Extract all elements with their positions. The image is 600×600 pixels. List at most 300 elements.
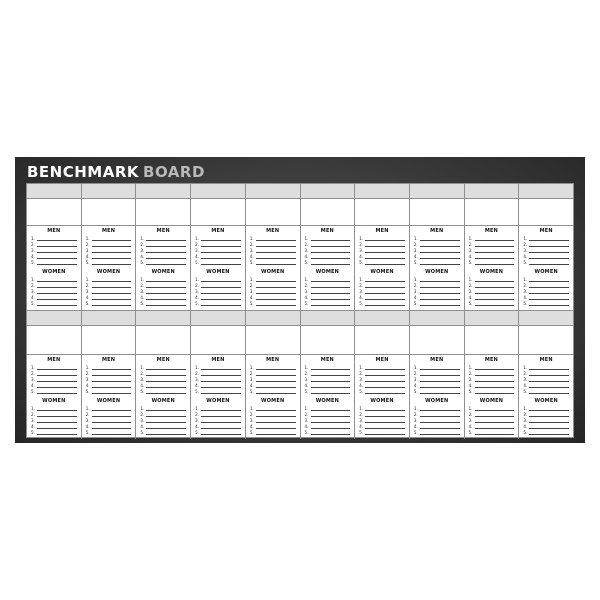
rank-number: 1.	[140, 236, 145, 241]
write-in-line	[37, 277, 77, 282]
women-rank-line	[359, 282, 405, 288]
men-label: MEN	[101, 228, 116, 234]
write-in-line	[311, 424, 351, 429]
women-rank-line	[140, 411, 186, 417]
rank-number: 2.	[140, 371, 145, 376]
write-in-line	[420, 365, 460, 370]
write-in-line	[529, 242, 569, 247]
rank-number: 4.	[413, 424, 418, 429]
rank-number: 5.	[304, 389, 309, 394]
bottom-section	[27, 310, 573, 439]
write-in-line	[92, 301, 132, 306]
men-rank-line	[195, 235, 241, 241]
rank-number: 1.	[468, 365, 473, 370]
women-label: WOMEN	[479, 269, 504, 275]
write-in-line	[475, 383, 515, 388]
women-rank-line	[140, 429, 186, 435]
board-column	[136, 311, 191, 439]
rank-number: 3.	[31, 289, 35, 294]
women-rank-line	[195, 405, 241, 411]
column-header-strip	[27, 184, 81, 199]
write-in-line	[475, 242, 515, 247]
rank-number: 2.	[468, 371, 473, 376]
write-in-line	[146, 430, 186, 435]
write-in-line	[201, 260, 241, 265]
men-rank-line	[305, 241, 351, 247]
board-column	[301, 311, 356, 439]
women-rank-line	[31, 276, 77, 282]
women-rank-line	[86, 405, 132, 411]
rank-number: 3.	[359, 248, 364, 253]
men-rank-line	[86, 364, 132, 370]
women-rank-line	[250, 429, 296, 435]
write-in-line	[420, 283, 460, 288]
write-in-line	[475, 406, 515, 411]
women-rank-line	[469, 294, 515, 300]
write-in-line	[475, 412, 515, 417]
write-in-line	[365, 289, 405, 294]
men-rank-line	[250, 253, 296, 259]
write-in-line	[475, 248, 515, 253]
write-in-line	[37, 377, 77, 382]
rank-number: 1.	[31, 365, 35, 370]
rank-number: 5.	[140, 260, 145, 265]
men-rank-line	[523, 241, 569, 247]
rank-number: 2.	[195, 412, 199, 417]
rank-number: 2.	[195, 283, 199, 288]
women-rank-line	[86, 294, 132, 300]
women-rank-line	[359, 417, 405, 423]
write-in-line	[311, 301, 351, 306]
rank-number: 2.	[468, 412, 473, 417]
rank-number: 4.	[523, 383, 528, 388]
men-rank-line	[86, 388, 132, 394]
women-rank-line	[523, 300, 569, 306]
write-in-line	[475, 371, 515, 376]
rank-number: 5.	[85, 301, 90, 306]
men-rank-line	[31, 253, 77, 259]
write-in-line	[529, 260, 569, 265]
column-header-strip	[355, 184, 409, 199]
rank-number: 5.	[195, 260, 199, 265]
rank-number: 2.	[249, 371, 254, 376]
rank-number: 3.	[468, 418, 473, 423]
leaderboard	[27, 226, 81, 310]
women-rank-line	[523, 423, 569, 429]
write-in-line	[475, 260, 515, 265]
top-section	[27, 184, 573, 310]
rank-number: 1.	[304, 277, 309, 282]
workout-name-box	[246, 199, 300, 226]
women-rank-line	[195, 429, 241, 435]
women-rank-line	[31, 405, 77, 411]
write-in-line	[256, 377, 296, 382]
rank-number: 2.	[249, 242, 254, 247]
women-rank-line	[31, 429, 77, 435]
rank-number: 1.	[249, 236, 254, 241]
women-rank-line	[305, 282, 351, 288]
write-in-line	[311, 242, 351, 247]
women-rank-line	[250, 423, 296, 429]
rank-number: 2.	[140, 283, 145, 288]
women-rank-line	[250, 294, 296, 300]
women-label: WOMEN	[315, 398, 340, 404]
women-rank-line	[31, 282, 77, 288]
men-label: MEN	[101, 357, 116, 363]
write-in-line	[311, 418, 351, 423]
board-column	[465, 311, 520, 439]
men-rank-line	[195, 364, 241, 370]
women-rank-line	[250, 405, 296, 411]
benchmark-board	[15, 157, 585, 443]
write-in-line	[256, 424, 296, 429]
write-in-line	[365, 383, 405, 388]
rank-number: 1.	[31, 406, 35, 411]
rank-number: 5.	[468, 430, 473, 435]
rank-number: 3.	[468, 289, 473, 294]
write-in-line	[529, 289, 569, 294]
men-rank-line	[195, 259, 241, 265]
rank-number: 1.	[359, 277, 364, 282]
write-in-line	[420, 389, 460, 394]
men-rank-line	[359, 376, 405, 382]
rank-number: 4.	[195, 383, 199, 388]
rank-number: 1.	[31, 236, 35, 241]
write-in-line	[92, 365, 132, 370]
women-rank-line	[469, 417, 515, 423]
women-label: WOMEN	[534, 269, 558, 275]
rank-number: 3.	[413, 418, 418, 423]
board-column	[246, 184, 301, 310]
men-rank-line	[195, 370, 241, 376]
men-rank-line	[31, 382, 77, 388]
write-in-line	[311, 365, 351, 370]
rank-number: 3.	[85, 289, 90, 294]
write-in-line	[420, 289, 460, 294]
rank-number: 5.	[359, 389, 364, 394]
rank-number: 3.	[140, 289, 145, 294]
rank-number: 2.	[31, 242, 35, 247]
women-rank-line	[523, 405, 569, 411]
write-in-line	[420, 418, 460, 423]
rank-number: 2.	[523, 371, 528, 376]
board-column	[136, 184, 191, 310]
board-column	[519, 311, 573, 439]
board-column	[191, 311, 246, 439]
rank-number: 1.	[359, 236, 364, 241]
rank-number: 2.	[31, 371, 35, 376]
rank-number: 5.	[140, 301, 145, 306]
women-rank-line	[414, 417, 460, 423]
leaderboard	[82, 355, 136, 439]
rank-number: 2.	[85, 412, 90, 417]
men-label: MEN	[211, 228, 225, 234]
write-in-line	[529, 418, 569, 423]
rank-number: 2.	[304, 242, 309, 247]
rank-number: 2.	[413, 412, 418, 417]
men-label: MEN	[47, 357, 61, 363]
women-label: WOMEN	[260, 398, 285, 404]
write-in-line	[529, 389, 569, 394]
women-rank-line	[359, 276, 405, 282]
rank-number: 1.	[413, 365, 418, 370]
write-in-line	[146, 371, 186, 376]
women-rank-line	[140, 288, 186, 294]
rank-number: 3.	[523, 418, 528, 423]
rank-number: 3.	[249, 418, 254, 423]
write-in-line	[529, 254, 569, 259]
rank-number: 3.	[413, 248, 418, 253]
rank-number: 5.	[249, 301, 254, 306]
rank-number: 4.	[85, 424, 90, 429]
men-rank-line	[31, 241, 77, 247]
write-in-line	[365, 377, 405, 382]
workout-name-box	[27, 199, 81, 226]
men-rank-line	[305, 247, 351, 253]
write-in-line	[37, 260, 77, 265]
men-rank-line	[359, 370, 405, 376]
women-rank-line	[140, 405, 186, 411]
rank-number: 5.	[523, 260, 528, 265]
rank-number: 1.	[85, 277, 90, 282]
men-rank-line	[31, 370, 77, 376]
column-header-strip	[246, 184, 300, 199]
board-column	[355, 184, 410, 310]
rank-number: 3.	[140, 248, 145, 253]
men-label: MEN	[539, 357, 553, 363]
write-in-line	[365, 418, 405, 423]
write-in-line	[37, 389, 77, 394]
women-label: WOMEN	[370, 398, 394, 404]
rank-number: 5.	[85, 430, 90, 435]
rank-number: 5.	[195, 389, 199, 394]
board-title	[27, 162, 205, 182]
men-rank-line	[140, 364, 186, 370]
rank-number: 5.	[140, 430, 145, 435]
leaderboard	[410, 355, 464, 439]
write-in-line	[37, 283, 77, 288]
write-in-line	[475, 424, 515, 429]
write-in-line	[365, 260, 405, 265]
write-in-line	[92, 383, 132, 388]
write-in-line	[146, 295, 186, 300]
workout-name-box	[246, 326, 300, 355]
men-rank-line	[523, 253, 569, 259]
women-rank-line	[250, 288, 296, 294]
women-rank-line	[414, 429, 460, 435]
women-rank-line	[359, 294, 405, 300]
write-in-line	[201, 289, 241, 294]
write-in-line	[420, 412, 460, 417]
write-in-line	[420, 254, 460, 259]
write-in-line	[92, 289, 132, 294]
women-rank-line	[31, 423, 77, 429]
men-rank-line	[86, 235, 132, 241]
rank-number: 5.	[249, 389, 254, 394]
rank-number: 1.	[304, 365, 309, 370]
women-rank-line	[414, 288, 460, 294]
rank-number: 3.	[85, 377, 90, 382]
rank-number: 1.	[140, 365, 145, 370]
write-in-line	[420, 301, 460, 306]
column-header-strip	[519, 311, 573, 326]
men-rank-line	[359, 382, 405, 388]
rank-number: 2.	[359, 412, 364, 417]
men-label: MEN	[266, 357, 280, 363]
men-rank-line	[359, 259, 405, 265]
women-rank-line	[140, 423, 186, 429]
board-column	[410, 184, 465, 310]
workout-name-box	[355, 326, 409, 355]
women-rank-line	[359, 423, 405, 429]
write-in-line	[311, 371, 351, 376]
write-in-line	[365, 295, 405, 300]
rank-number: 1.	[304, 406, 309, 411]
rank-number: 4.	[468, 295, 473, 300]
men-rank-line	[31, 388, 77, 394]
write-in-line	[37, 295, 77, 300]
rank-number: 4.	[31, 424, 35, 429]
board-column	[301, 184, 356, 310]
men-rank-line	[86, 382, 132, 388]
write-in-line	[256, 283, 296, 288]
women-rank-line	[31, 417, 77, 423]
men-rank-line	[305, 253, 351, 259]
board-column	[410, 311, 465, 439]
rank-number: 4.	[359, 424, 364, 429]
men-rank-line	[195, 388, 241, 394]
women-rank-line	[86, 417, 132, 423]
rank-number: 1.	[195, 406, 199, 411]
rank-number: 5.	[85, 260, 90, 265]
men-rank-line	[250, 259, 296, 265]
women-rank-line	[305, 300, 351, 306]
rank-number: 4.	[468, 383, 473, 388]
column-header-strip	[191, 184, 245, 199]
men-rank-line	[523, 259, 569, 265]
women-rank-line	[305, 423, 351, 429]
rank-number: 2.	[523, 242, 528, 247]
women-label: WOMEN	[151, 398, 175, 404]
write-in-line	[37, 289, 77, 294]
rank-number: 3.	[249, 377, 254, 382]
rank-number: 1.	[140, 277, 145, 282]
rank-number: 4.	[304, 383, 309, 388]
write-in-line	[92, 389, 132, 394]
write-in-line	[37, 412, 77, 417]
rank-number: 4.	[140, 424, 145, 429]
rank-number: 3.	[85, 418, 90, 423]
write-in-line	[529, 283, 569, 288]
rank-number: 3.	[304, 248, 309, 253]
men-rank-line	[140, 247, 186, 253]
rank-number: 4.	[85, 295, 90, 300]
workout-name-box	[301, 326, 355, 355]
write-in-line	[256, 248, 296, 253]
write-in-line	[529, 295, 569, 300]
men-label: MEN	[539, 228, 553, 234]
leaderboard	[191, 355, 245, 439]
write-in-line	[256, 254, 296, 259]
rank-number: 3.	[468, 377, 473, 382]
men-rank-line	[140, 259, 186, 265]
write-in-line	[201, 301, 241, 306]
rank-number: 4.	[304, 424, 309, 429]
rank-number: 1.	[413, 277, 418, 282]
write-in-line	[311, 430, 351, 435]
rank-number: 3.	[359, 377, 364, 382]
men-rank-line	[469, 364, 515, 370]
men-rank-line	[140, 370, 186, 376]
write-in-line	[365, 254, 405, 259]
leaderboard	[82, 226, 136, 310]
write-in-line	[146, 389, 186, 394]
write-in-line	[37, 371, 77, 376]
write-in-line	[92, 430, 132, 435]
write-in-line	[256, 260, 296, 265]
women-rank-line	[414, 300, 460, 306]
rank-number: 2.	[359, 371, 364, 376]
rank-number: 4.	[140, 254, 145, 259]
men-label: MEN	[266, 228, 280, 234]
women-label: WOMEN	[96, 269, 121, 275]
rank-number: 3.	[523, 377, 528, 382]
write-in-line	[365, 430, 405, 435]
column-header-strip	[410, 311, 464, 326]
men-rank-line	[250, 235, 296, 241]
write-in-line	[146, 365, 186, 370]
women-rank-line	[469, 423, 515, 429]
write-in-line	[201, 365, 241, 370]
rank-number: 4.	[31, 383, 35, 388]
board-surface	[26, 183, 574, 438]
men-rank-line	[86, 370, 132, 376]
write-in-line	[201, 389, 241, 394]
men-rank-line	[523, 388, 569, 394]
women-rank-line	[140, 282, 186, 288]
men-rank-line	[140, 253, 186, 259]
rank-number: 4.	[249, 424, 254, 429]
workout-name-box	[465, 326, 519, 355]
men-rank-line	[86, 253, 132, 259]
column-header-strip	[136, 311, 190, 326]
rank-number: 1.	[523, 277, 528, 282]
board-column	[519, 184, 573, 310]
rank-number: 1.	[468, 236, 473, 241]
write-in-line	[365, 242, 405, 247]
write-in-line	[201, 383, 241, 388]
rank-number: 4.	[359, 383, 364, 388]
write-in-line	[529, 365, 569, 370]
write-in-line	[475, 365, 515, 370]
rank-number: 2.	[304, 412, 309, 417]
women-rank-line	[359, 429, 405, 435]
rank-number: 4.	[359, 295, 364, 300]
board-column	[27, 184, 82, 310]
leaderboard	[301, 226, 355, 310]
rank-number: 1.	[523, 406, 528, 411]
workout-name-box	[136, 326, 190, 355]
write-in-line	[92, 236, 132, 241]
write-in-line	[201, 418, 241, 423]
workout-name-box	[301, 199, 355, 226]
rank-number: 2.	[85, 371, 90, 376]
workout-name-box	[519, 199, 573, 226]
write-in-line	[256, 418, 296, 423]
women-rank-line	[195, 276, 241, 282]
write-in-line	[256, 236, 296, 241]
rank-number: 5.	[523, 430, 528, 435]
